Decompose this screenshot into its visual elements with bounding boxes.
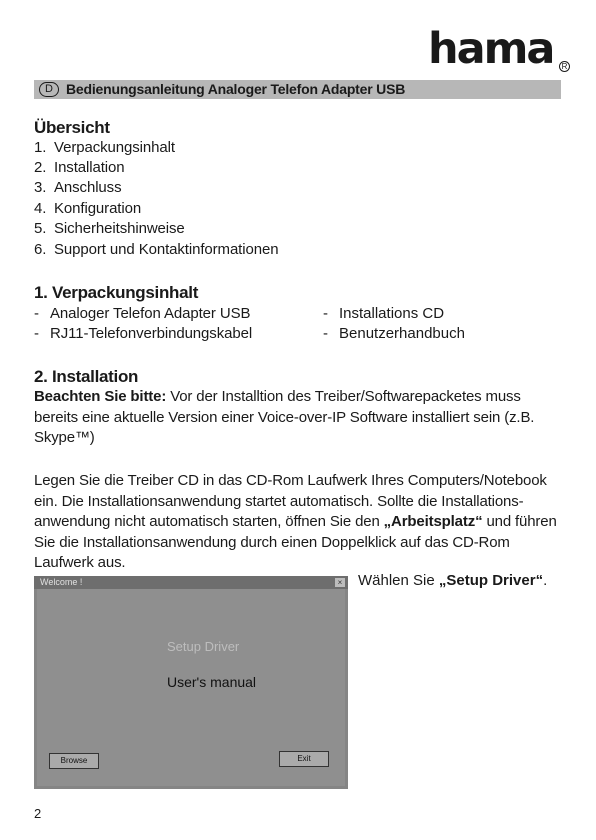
logo-wordmark: hama (428, 24, 554, 74)
contents-item: - RJ11-Telefonverbindungskabel (34, 325, 253, 342)
document-title-bar (34, 80, 561, 99)
window-titlebar (34, 576, 348, 589)
window-body (37, 589, 345, 786)
list-item: 6. Support und Kontaktinformationen (34, 241, 279, 258)
list-item: 2. Installation (34, 159, 125, 176)
overview-heading: Übersicht (34, 118, 110, 137)
page-number: 2 (34, 806, 42, 821)
list-item: 1. Verpackungsinhalt (34, 139, 175, 156)
setup-driver-instruction: Wählen Sie „Setup Driver“. (358, 572, 548, 589)
contents-item: - Analoger Telefon Adapter USB (34, 305, 251, 322)
installation-note: Beachten Sie bitte: Vor der Installtion des Treiber/Softwarepacketes muss bereits eine aktuelle Version einer Voice-over-IP Software installiert sein (z.B. Skype™) (34, 388, 535, 446)
list-item: 5. Sicherheitshinweise (34, 220, 185, 237)
window-title: Welcome ! (40, 577, 83, 587)
exit-button[interactable]: Exit (279, 751, 329, 767)
note-label: Beachten Sie bitte: (34, 388, 167, 405)
document-title: Bedienungsanleitung Analoger Telefon Adapter USB (66, 81, 406, 97)
close-icon[interactable]: × (335, 578, 345, 587)
setup-driver-option[interactable]: Setup Driver (167, 639, 240, 654)
arbeitsplatz-term: „Arbeitsplatz“ (383, 513, 483, 530)
section-heading-contents: 1. Verpackungsinhalt (34, 283, 199, 302)
contents-item: - Installations CD (323, 305, 445, 322)
registered-mark: R (559, 61, 570, 72)
installation-paragraph: Legen Sie die Treiber CD in das CD-Rom Laufwerk Ihres Computers/Notebook ein. Die Installationsanwendung startet automatisch. Sollte die Installations-anwendung nicht automatisch starten, öffnen Sie den „Arbeitsplatz“ und führen Sie die Installationsanwendung durch einen Doppelklick auf das CD-Rom Laufwerk aus. (34, 472, 557, 571)
language-badge: D (39, 82, 59, 97)
section-heading-installation: 2. Installation (34, 367, 139, 386)
contents-item: - Benutzerhandbuch (323, 325, 465, 342)
users-manual-option[interactable]: User's manual (167, 674, 257, 690)
installer-screenshot (34, 576, 348, 789)
browse-button[interactable]: Browse (49, 753, 99, 769)
hama-logo (428, 24, 568, 74)
list-item: 4. Konfiguration (34, 200, 142, 217)
list-item: 3. Anschluss (34, 179, 122, 196)
